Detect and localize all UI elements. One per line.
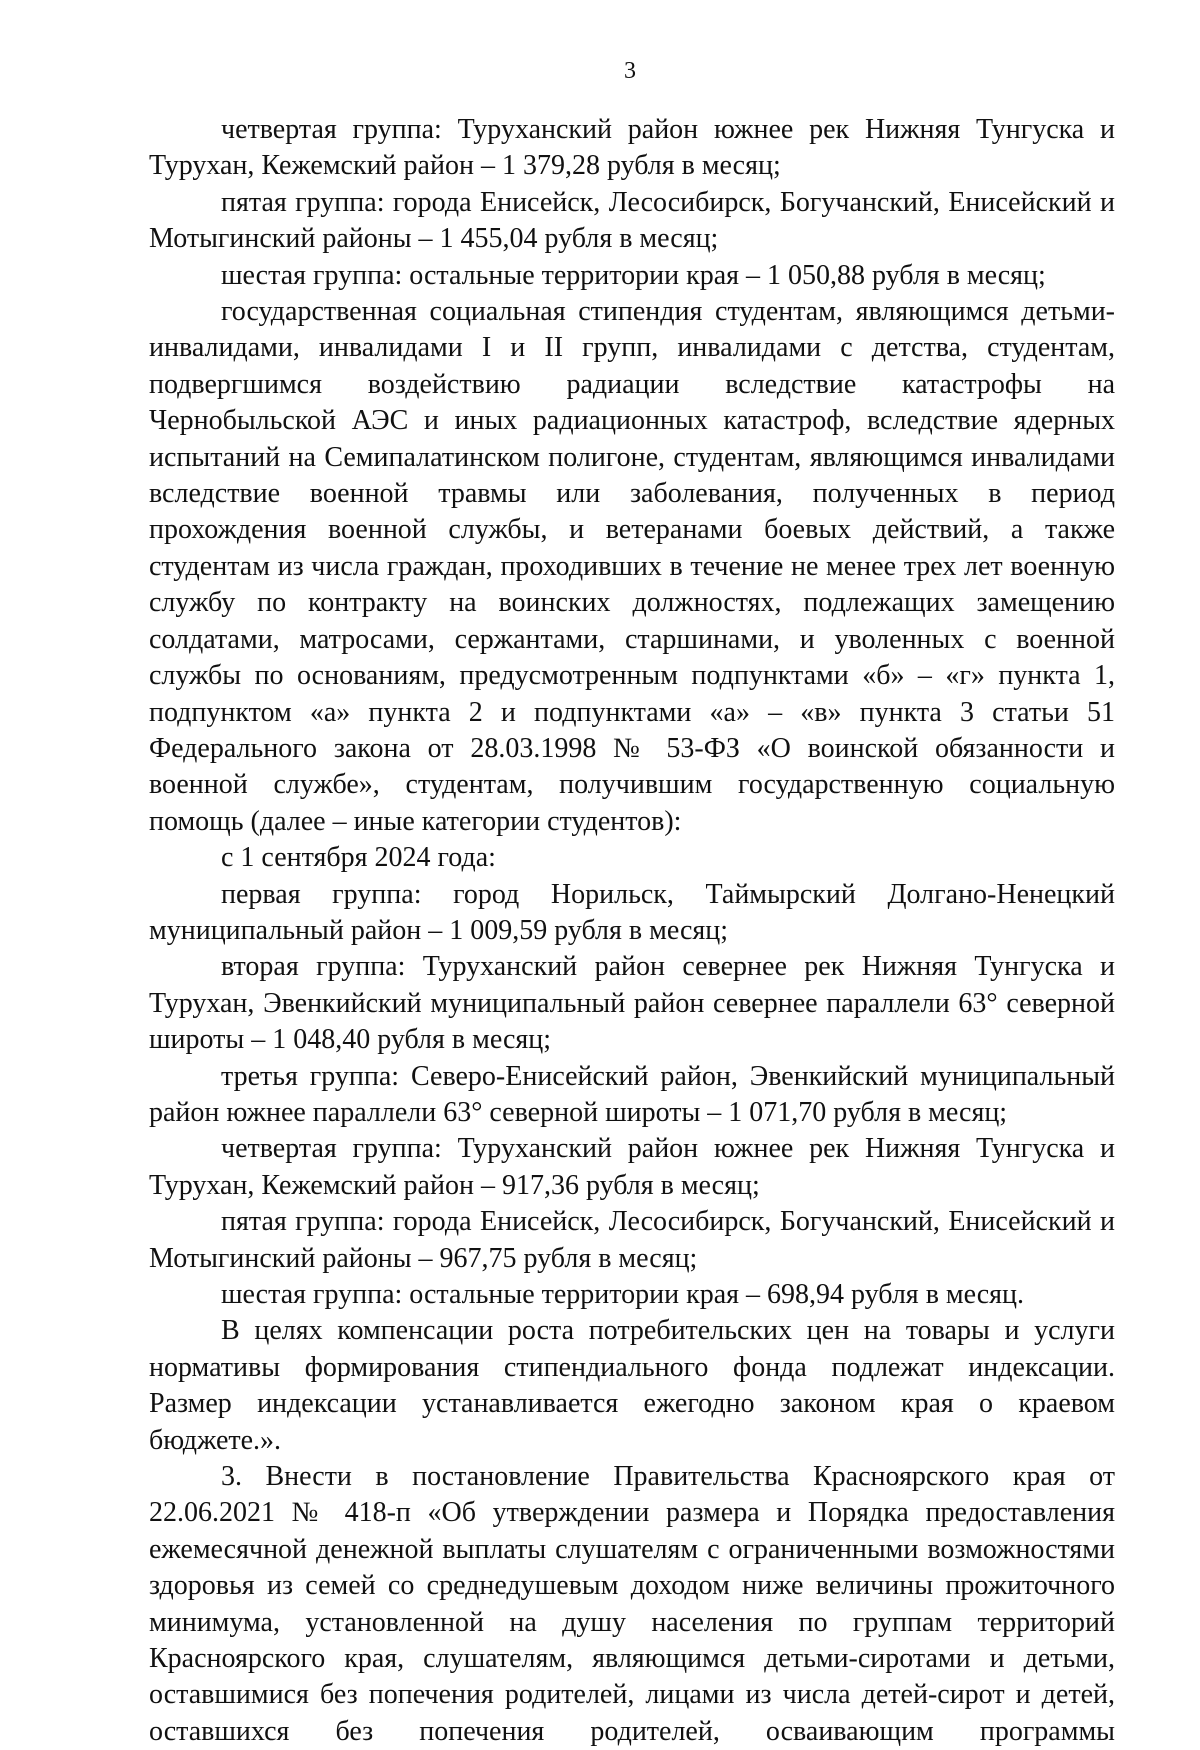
paragraph-group-3-2024: третья группа: Северо-Енисейский район, Эвенкийский муниципальный район южнее параллели 63° северной широты – 1 071,70 рубля в месяц; — [149, 1060, 1115, 1128]
paragraph-group-5-2023: пятая группа: города Енисейск, Лесосибирск, Богучанский, Енисейский и Мотыгинский районы – 1 455,04 рубля в месяц; — [149, 186, 1115, 255]
paragraph-group-5-2024: пятая группа: города Енисейск, Лесосибирск, Богучанский, Енисейский и Мотыгинский районы – 967,75 рубля в месяц; — [149, 1206, 1115, 1274]
paragraph-group-2-2024: вторая группа: Туруханский район севернее рек Нижняя Тунгуска и Турухан, Эвенкийский муниципальный район севернее параллели 63° северной широты – 1 048,40 рубля в месяц; — [149, 951, 1115, 1056]
paragraph-group-4-2024: четвертая группа: Туруханский район южнее рек Нижняя Тунгуска и Турухан, Кежемский район – 917,36 рубля в месяц; — [149, 1133, 1115, 1201]
document-body — [149, 112, 1115, 1750]
paragraph-date-2024: с 1 сентября 2024 года: — [221, 842, 496, 874]
paragraph-group-6-2024: шестая группа: остальные территории края – 698,94 рубля в месяц. — [221, 1279, 1025, 1310]
paragraph-group-4-2023: четвертая группа: Туруханский район южнее рек Нижняя Тунгуска и Турухан, Кежемский район – 1 379,28 рубля в месяц; — [149, 114, 1115, 182]
paragraph-group-1-2024: первая группа: город Норильск, Таймырский Долгано-Ненецкий муниципальный район – 1 009,59 рубля в месяц; — [149, 878, 1115, 946]
paragraph-social-stipend: государственная социальная стипендия студентам, являющимся детьми-инвалидами, инвалидами I и II групп, инвалидами с детства, студентам, подвергшимся воздействию радиации вследствие катастрофы на Чернобыльской АЭС и иных радиационных катастроф, вследствие ядерных испытаний на Семипалатинском полигоне, студентам, являющимся инвалидами вследствие военной травмы или заболевания, полученных в период прохождения военной службы, и ветеранами боевых действий, а также студентам из числа граждан, проходивших в течение не менее трех лет военную службу по контракту на воинских должностях, подлежащих замещению солдатами, матросами, сержантами, старшинами, и уволенных с военной службы по основаниям, предусмотренным подпунктами «б» – «г» пункта 1, подпунктом «а» пункта 2 и подпунктами «а» – «в» пункта 3 статьи 51 Федерального закона от 28.03.1998 № 53-ФЗ «О воинской обязанности и военной службе», студентам, получившим государственную социальную помощь (далее – иные категории студентов): — [149, 296, 1115, 837]
page-number: 3 — [624, 58, 636, 84]
paragraph-item-3: 3. Внести в постановление Правительства Красноярского края от 22.06.2021 № 418-п «Об утверждении размера и Порядка предоставления ежемесячной денежной выплаты слушателям с ограниченными возможностями здоровья из семей со среднедушевым доходом ниже величины прожиточного минимума, установленной на душу населения по группам территорий Красноярского края, слушателям, являющимся детьми-сиротами и детьми, оставшимися без попечения родителей, лицами из числа детей-сирот и детей, оставшихся без попечения родителей, осваивающим программы — [149, 1461, 1115, 1747]
paragraph-group-6-2023: шестая группа: остальные территории края – 1 050,88 рубля в месяц; — [221, 259, 1046, 291]
paragraph-indexation: В целях компенсации роста потребительских цен на товары и услуги нормативы формирования стипендиального фонда подлежат индексации. Размер индексации устанавливается ежегодно законом края о краевом бюджете.». — [149, 1315, 1115, 1456]
